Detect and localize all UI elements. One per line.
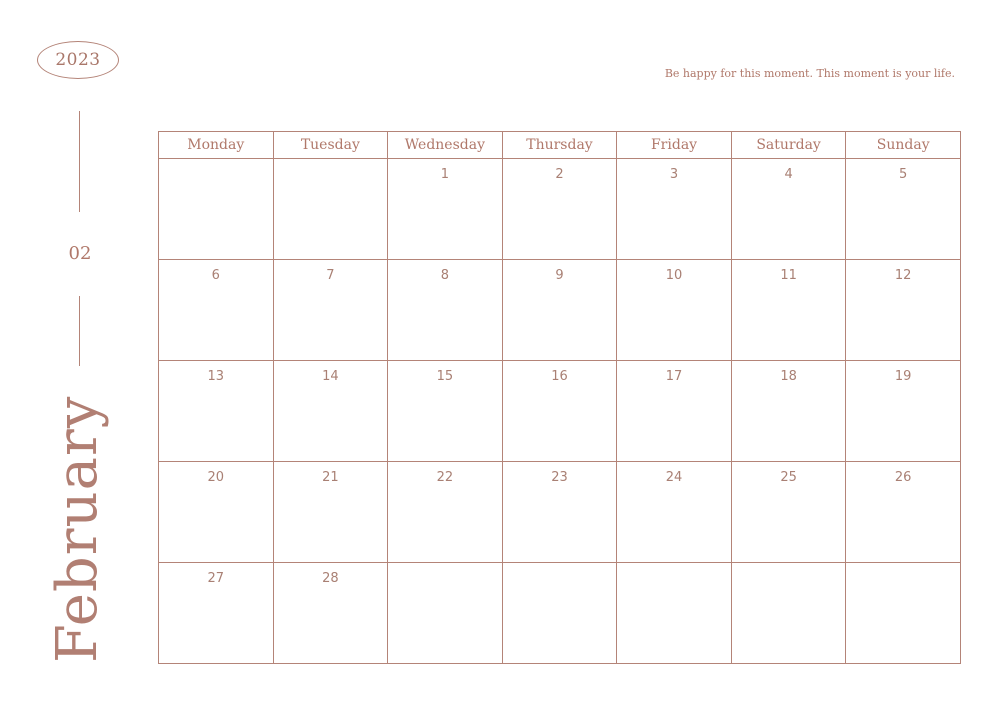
day-number: 5 — [899, 167, 908, 182]
day-cell[interactable] — [502, 563, 617, 664]
day-cell[interactable] — [502, 159, 617, 260]
week-row — [159, 361, 961, 462]
weekday-header: Thursday — [502, 132, 617, 159]
day-cell[interactable] — [388, 462, 503, 563]
day-number: 4 — [784, 167, 793, 182]
day-number: 2 — [555, 167, 564, 182]
day-cell[interactable] — [731, 563, 846, 664]
weekday-header: Wednesday — [388, 132, 503, 159]
day-number: 8 — [440, 268, 450, 283]
day-cell[interactable] — [502, 361, 617, 462]
day-number: 1 — [440, 167, 450, 182]
calendar-grid — [158, 131, 961, 664]
day-cell[interactable] — [159, 159, 274, 260]
day-number: 28 — [322, 571, 339, 586]
day-number: 14 — [322, 369, 339, 384]
day-cell[interactable] — [273, 159, 388, 260]
day-number: 19 — [894, 369, 912, 384]
day-cell[interactable] — [273, 361, 388, 462]
weekday-header-row — [159, 132, 961, 159]
day-number: 12 — [894, 268, 912, 283]
day-number: 16 — [551, 369, 568, 384]
day-cell[interactable] — [388, 563, 503, 664]
day-number: 23 — [551, 470, 568, 485]
day-cell[interactable] — [617, 260, 732, 361]
weekday-header: Friday — [617, 132, 732, 159]
day-number: 9 — [555, 268, 564, 283]
day-number: 17 — [665, 369, 683, 384]
day-number: 25 — [780, 470, 797, 485]
day-cell[interactable] — [273, 462, 388, 563]
day-cell[interactable] — [731, 462, 846, 563]
day-number: 7 — [326, 268, 335, 283]
day-number: 20 — [207, 470, 225, 485]
day-cell[interactable] — [846, 361, 961, 462]
divider-line-top — [79, 111, 80, 212]
day-cell[interactable] — [273, 563, 388, 664]
weekday-header: Saturday — [731, 132, 846, 159]
day-cell[interactable] — [388, 260, 503, 361]
day-cell[interactable] — [159, 462, 274, 563]
day-number: 24 — [665, 470, 683, 485]
day-cell[interactable] — [159, 260, 274, 361]
day-cell[interactable] — [159, 361, 274, 462]
day-cell[interactable] — [617, 462, 732, 563]
day-cell[interactable] — [846, 260, 961, 361]
quote-text: Be happy for this moment. This moment is your life. — [664, 67, 955, 80]
day-cell[interactable] — [273, 260, 388, 361]
day-cell[interactable] — [617, 159, 732, 260]
day-cell[interactable] — [731, 361, 846, 462]
week-row — [159, 260, 961, 361]
day-cell[interactable] — [731, 159, 846, 260]
month-number: 02 — [68, 243, 92, 264]
day-number: 3 — [669, 167, 679, 182]
day-cell[interactable] — [846, 462, 961, 563]
weekday-header: Monday — [159, 132, 274, 159]
day-cell[interactable] — [502, 260, 617, 361]
day-cell[interactable] — [617, 563, 732, 664]
day-cell[interactable] — [846, 563, 961, 664]
day-number: 6 — [211, 268, 220, 283]
day-cell[interactable] — [502, 462, 617, 563]
day-cell[interactable] — [388, 159, 503, 260]
day-cell[interactable] — [846, 159, 961, 260]
day-cell[interactable] — [159, 563, 274, 664]
month-name: February — [45, 395, 110, 663]
week-row — [159, 159, 961, 260]
weekday-header: Tuesday — [273, 132, 388, 159]
year-label: 2023 — [55, 50, 101, 70]
year-badge — [37, 41, 119, 79]
day-number: 27 — [207, 571, 225, 586]
day-number: 21 — [322, 470, 339, 485]
day-number: 26 — [894, 470, 912, 485]
day-cell[interactable] — [388, 361, 503, 462]
day-cell[interactable] — [731, 260, 846, 361]
day-number: 11 — [780, 268, 797, 283]
weekday-header: Sunday — [846, 132, 961, 159]
day-number: 22 — [436, 470, 454, 485]
week-row — [159, 563, 961, 664]
day-cell[interactable] — [617, 361, 732, 462]
day-number: 15 — [436, 369, 454, 384]
week-row — [159, 462, 961, 563]
day-number: 10 — [665, 268, 683, 283]
day-number: 18 — [780, 369, 797, 384]
day-number: 13 — [207, 369, 225, 384]
divider-line-bottom — [79, 296, 80, 366]
